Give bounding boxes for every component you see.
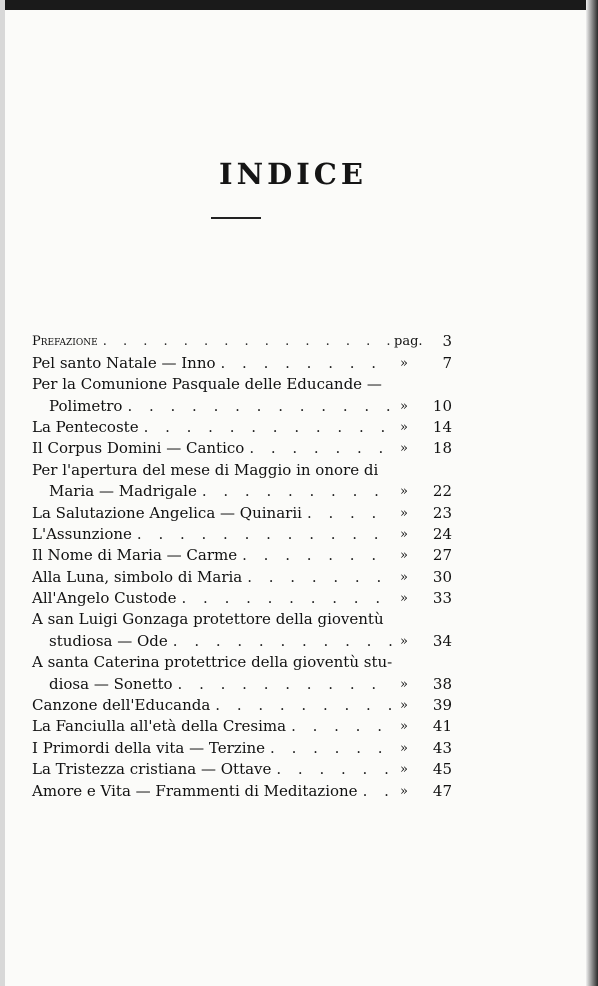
toc-entry-label: L'Assunzione <box>32 524 132 543</box>
toc-entry-label: Per la Comunione Pasquale delle Educande — <box>32 375 382 394</box>
toc-entry-page: 38 <box>432 674 452 693</box>
toc-entry-mark: » <box>400 484 408 500</box>
leader-dots <box>286 718 394 735</box>
toc-entry-mark: » <box>400 591 408 607</box>
toc-entry <box>32 714 462 735</box>
toc-entry <box>32 329 462 350</box>
leader-dots <box>122 398 394 415</box>
toc-entry-label: Prefazione <box>32 334 98 350</box>
leader-dots <box>242 569 394 586</box>
toc-entry-mark: » <box>400 740 408 756</box>
leader-dots <box>173 676 394 693</box>
toc-entry-page: 23 <box>432 503 452 522</box>
toc-entry <box>32 479 462 500</box>
toc-entry-page: 27 <box>432 546 452 565</box>
page-left-edge <box>0 0 5 986</box>
leader-dots <box>168 633 394 650</box>
toc-entry <box>32 522 462 543</box>
leader-dots <box>210 697 394 714</box>
toc-entry-page: 24 <box>432 524 452 543</box>
toc-entry <box>32 415 462 436</box>
toc-entry-label: A santa Caterina protettrice della gioventù stu- <box>32 653 393 672</box>
toc-entry <box>32 607 462 628</box>
toc-entry-mark: » <box>400 505 408 521</box>
toc-entry <box>32 650 462 671</box>
leader-dots <box>271 761 394 778</box>
leader-dots <box>197 483 394 500</box>
toc-entry-mark: » <box>400 526 408 542</box>
toc-entry-mark: » <box>400 548 408 564</box>
toc-entry-mark: » <box>400 633 408 649</box>
toc-entry-page: 14 <box>432 417 452 436</box>
toc-entry-page: 33 <box>432 589 452 608</box>
toc-entry-page: 10 <box>432 396 452 415</box>
toc-entry <box>32 778 462 799</box>
toc-entry <box>32 735 462 756</box>
leader-dots <box>237 547 394 564</box>
toc-entry-label: Alla Luna, simbolo di Maria <box>32 567 243 586</box>
toc-entry <box>32 628 462 649</box>
page-right-edge <box>586 0 598 986</box>
toc-entry-mark: » <box>400 762 408 778</box>
title-rule <box>211 217 261 219</box>
toc-entry <box>32 350 462 371</box>
toc-entry-label: Il Corpus Domini — Cantico <box>32 439 245 458</box>
toc-entry <box>32 436 462 457</box>
toc-entry <box>32 671 462 692</box>
toc-entry-label: La Tristezza cristiana — Ottave <box>32 760 272 779</box>
toc-entry-label: Il Nome di Maria — Carme <box>32 546 238 565</box>
leader-dots <box>177 590 395 607</box>
toc-entry <box>32 500 462 521</box>
table-of-contents <box>32 329 462 800</box>
toc-entry-page: 45 <box>432 760 452 779</box>
toc-entry <box>32 586 462 607</box>
toc-entry-mark: » <box>400 783 408 799</box>
toc-entry-page: 7 <box>442 353 452 372</box>
toc-entry <box>32 393 462 414</box>
leader-dots <box>216 355 394 372</box>
toc-entry-label: La Fanciulla all'età della Cresima <box>32 717 287 736</box>
leader-dots <box>244 440 394 457</box>
toc-entry-page: 41 <box>432 717 452 736</box>
leader-dots <box>302 505 394 522</box>
toc-entry-page: 3 <box>442 332 452 351</box>
toc-entry-page: 39 <box>432 696 452 715</box>
toc-entry-page: 43 <box>432 738 452 757</box>
toc-entry <box>32 757 462 778</box>
toc-entry-mark: » <box>400 719 408 735</box>
toc-entry-label: All'Angelo Custode <box>32 589 177 608</box>
leader-dots <box>132 526 394 543</box>
page-top-edge <box>0 0 598 10</box>
toc-entry-page: 22 <box>432 482 452 501</box>
toc-entry-label: I Primordi della vita — Terzine <box>32 738 266 757</box>
toc-entry <box>32 457 462 478</box>
toc-entry-mark: pag. <box>394 334 423 350</box>
toc-entry-label: Polimetro <box>49 396 123 415</box>
toc-entry-page: 34 <box>432 631 452 650</box>
toc-entry <box>32 564 462 585</box>
leader-dots <box>358 783 394 800</box>
toc-entry-label: La Pentecoste <box>32 417 139 436</box>
toc-entry-label: Maria — Madrigale <box>49 482 197 501</box>
toc-entry-label: La Salutazione Angelica — Quinarii <box>32 503 302 522</box>
leader-dots <box>98 333 394 350</box>
toc-entry-mark: » <box>400 569 408 585</box>
toc-entry-label: Per l'apertura del mese di Maggio in onore di <box>32 460 379 479</box>
toc-entry-mark: » <box>400 676 408 692</box>
leader-dots <box>139 419 394 436</box>
toc-entry-page: 30 <box>432 567 452 586</box>
toc-entry-page: 18 <box>432 439 452 458</box>
toc-entry-mark: » <box>400 441 408 457</box>
toc-entry-label: studiosa — Ode <box>49 631 168 650</box>
toc-entry-label: A san Luigi Gonzaga protettore della gioventù <box>32 610 384 629</box>
leader-dots <box>265 740 394 757</box>
page-title: INDICE <box>219 157 367 191</box>
toc-entry-label: Canzone dell'Educanda <box>32 696 211 715</box>
toc-entry-mark: » <box>400 355 408 371</box>
toc-entry-label: Pel santo Natale — Inno <box>32 353 216 372</box>
toc-entry <box>32 372 462 393</box>
toc-entry-page: 47 <box>432 781 452 800</box>
toc-entry-mark: » <box>400 698 408 714</box>
toc-entry-mark: » <box>400 398 408 414</box>
toc-entry-label: Amore e Vita — Frammenti di Meditazione <box>32 781 358 800</box>
toc-entry-label: diosa — Sonetto <box>49 674 173 693</box>
toc-entry <box>32 693 462 714</box>
toc-entry-mark: » <box>400 419 408 435</box>
toc-entry <box>32 543 462 564</box>
